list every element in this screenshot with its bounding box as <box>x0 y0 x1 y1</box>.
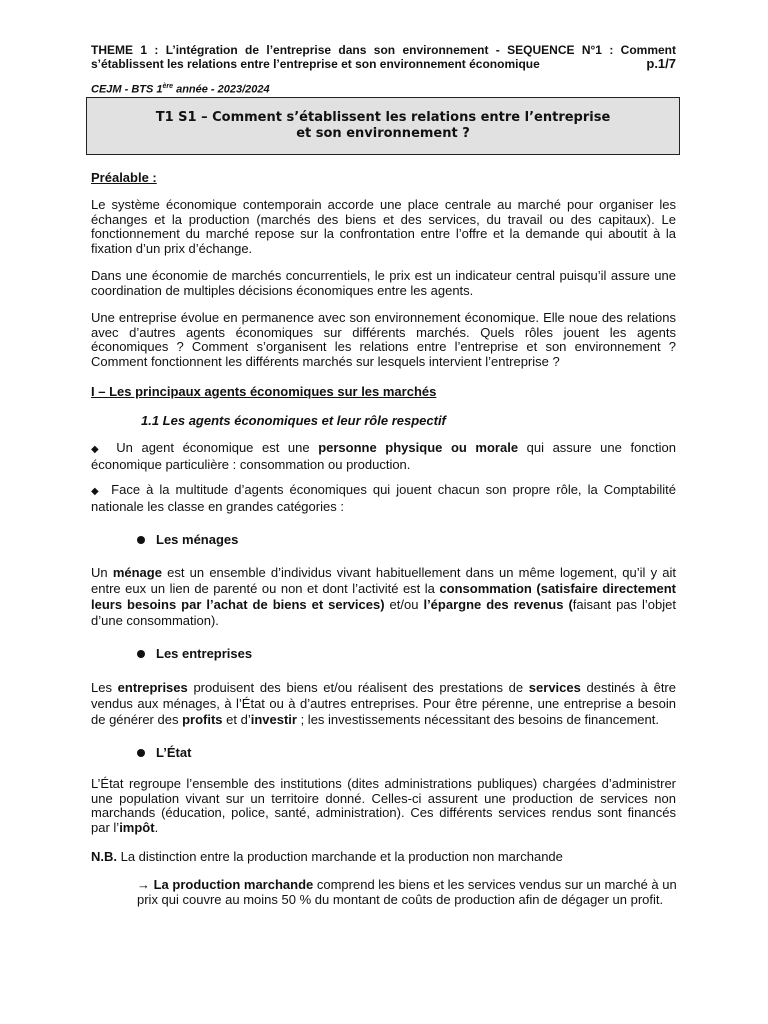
header-line-2 <box>91 57 676 71</box>
section-1-heading-text: I – Les principaux agents économiques sur les marchés <box>91 384 437 399</box>
agents-categories-intro <box>91 483 676 514</box>
page-number: p.1/7 <box>646 56 676 71</box>
agent-text-c: qui assure une fonction économique particulière : consommation ou production. <box>91 440 676 472</box>
agent-text-a: Un agent économique est une <box>107 440 319 455</box>
entreprises-t1: Les <box>91 680 118 695</box>
categories-intro-text: Face à la multitude d’agents économiques qui jouent chacun son propre rôle, la Comptabilité nationale les classe en grandes catégories : <box>91 482 676 514</box>
menages-t4: faisant pas l’objet d’une consommation). <box>91 597 676 628</box>
course-line <box>91 83 270 96</box>
menages-b1: ménage <box>112 565 162 580</box>
course-suffix: année - 2023/2024 <box>173 83 270 96</box>
entreprises-t2: produisent des biens et/ou réalisent des prestations de <box>187 680 529 695</box>
entreprises-t5: ; les investissements nécessitant des besoins de financement. <box>296 712 659 727</box>
diamond-bullet-icon: ◆ <box>91 444 104 455</box>
bullet-etat-label: L’État <box>156 745 192 760</box>
entreprises-t3: destinés à être vendus aux ménages, à l’État ou à d’autres entreprises. Pour être pérenne, une entreprise a besoin de générer des <box>91 680 676 727</box>
bullet-dot-icon <box>137 536 145 544</box>
menages-b2: consommation (satisfaire directement leurs besoins par l’achat de biens et services) <box>91 581 676 612</box>
bullet-entreprises-label: Les entreprises <box>156 646 253 661</box>
bullet-entreprises <box>137 646 252 661</box>
prealable-paragraph-1: Le système économique contemporain accorde une place centrale au marché pour organiser les échanges et la production (marchés des biens et des services, du travail ou des capitaux). Le fonctionnement du marché repose sur la confrontation entre l’offre et la demande qui aboutit à la fixation d’un prix d’échange. <box>91 197 676 256</box>
entreprises-t4: et d’ <box>222 712 251 727</box>
production-marchande-definition <box>137 878 677 907</box>
etat-paragraph <box>91 777 676 835</box>
right-arrow-icon: → <box>137 877 150 892</box>
nb-label: N.B. <box>91 849 117 864</box>
course-prefix: CEJM - BTS 1 <box>91 83 163 96</box>
diamond-bullet-icon: ◆ <box>91 486 102 497</box>
bullet-dot-icon <box>137 749 145 757</box>
etat-b1: impôt <box>119 819 155 835</box>
menages-t2: est un ensemble d’individus vivant habituellement dans un même logement, qu’il y ait entre eux un lien de parenté ou non et dont l’activité est la <box>91 565 676 596</box>
etat-t2: . <box>154 819 159 835</box>
menages-t3: et/ou <box>384 597 424 612</box>
entreprises-b4: investir <box>250 712 297 727</box>
bullet-etat <box>137 745 191 760</box>
entreprises-b1: entreprises <box>117 680 188 695</box>
bullet-menages <box>137 532 238 547</box>
prealable-heading <box>91 171 676 186</box>
production-marchande-bold: La production marchande <box>150 877 314 892</box>
menages-t1: Un <box>91 565 113 580</box>
bullet-dot-icon <box>137 650 145 658</box>
nb-text: La distinction entre la production marchande et la production non marchande <box>117 849 563 864</box>
etat-t1: L’État regroupe l’ensemble des institutions (dites administrations publiques) chargées d’administrer une population vivant sur un territoire donné. Celles-ci assurent une production de services non marchands (éducation, police, santé, administration). Ces différents services rendus sont financés par l’ <box>91 776 676 835</box>
nb-line <box>91 850 676 865</box>
bullet-menages-label: Les ménages <box>156 532 239 547</box>
header-line-1: THEME 1 : L’intégration de l’entreprise dans son environnement - SEQUENCE N°1 : Comment <box>91 43 676 57</box>
prealable-paragraph-3: Une entreprise évolue en permanence avec son environnement économique. Elle noue des relations avec d’autres agents économiques sur différents marchés. Quels rôles jouent les agents économiques ? Comment s’organisent les relations entre l’entreprise et son environnement ? Comment fonctionnent les différents marchés sur lesquels intervient l’entreprise ? <box>91 310 676 369</box>
prealable-heading-text: Préalable : <box>91 170 157 185</box>
production-marchande-text: comprend les biens et les services vendus sur un marché à un prix qui couvre au moins 50 % du montant de coûts de production afin de dégager un profit. <box>137 877 677 907</box>
menages-paragraph <box>91 565 676 629</box>
agent-text-bold: personne physique ou morale <box>318 440 519 455</box>
menages-b3: l’épargne des revenus ( <box>423 597 573 612</box>
title-box <box>86 97 680 155</box>
section-1-heading <box>91 385 676 400</box>
subsection-1-1-title: 1.1 Les agents économiques et leur rôle respectif <box>141 413 446 428</box>
entreprises-b2: services <box>528 680 581 695</box>
entreprises-b3: profits <box>182 712 223 727</box>
header-line-2-text: s’établissent les relations entre l’entreprise et son environnement économique <box>91 57 540 71</box>
course-sup: ère <box>162 83 174 90</box>
agent-definition <box>91 441 676 472</box>
prealable-paragraph-2: Dans une économie de marchés concurrentiels, le prix est un indicateur central puisqu’il assure une coordination de multiples décisions économiques entre les agents. <box>91 268 676 298</box>
page-title: T1 S1 – Comment s’établissent les relations entre l’entreprise et son environnement ? <box>155 110 611 141</box>
entreprises-paragraph <box>91 680 676 728</box>
